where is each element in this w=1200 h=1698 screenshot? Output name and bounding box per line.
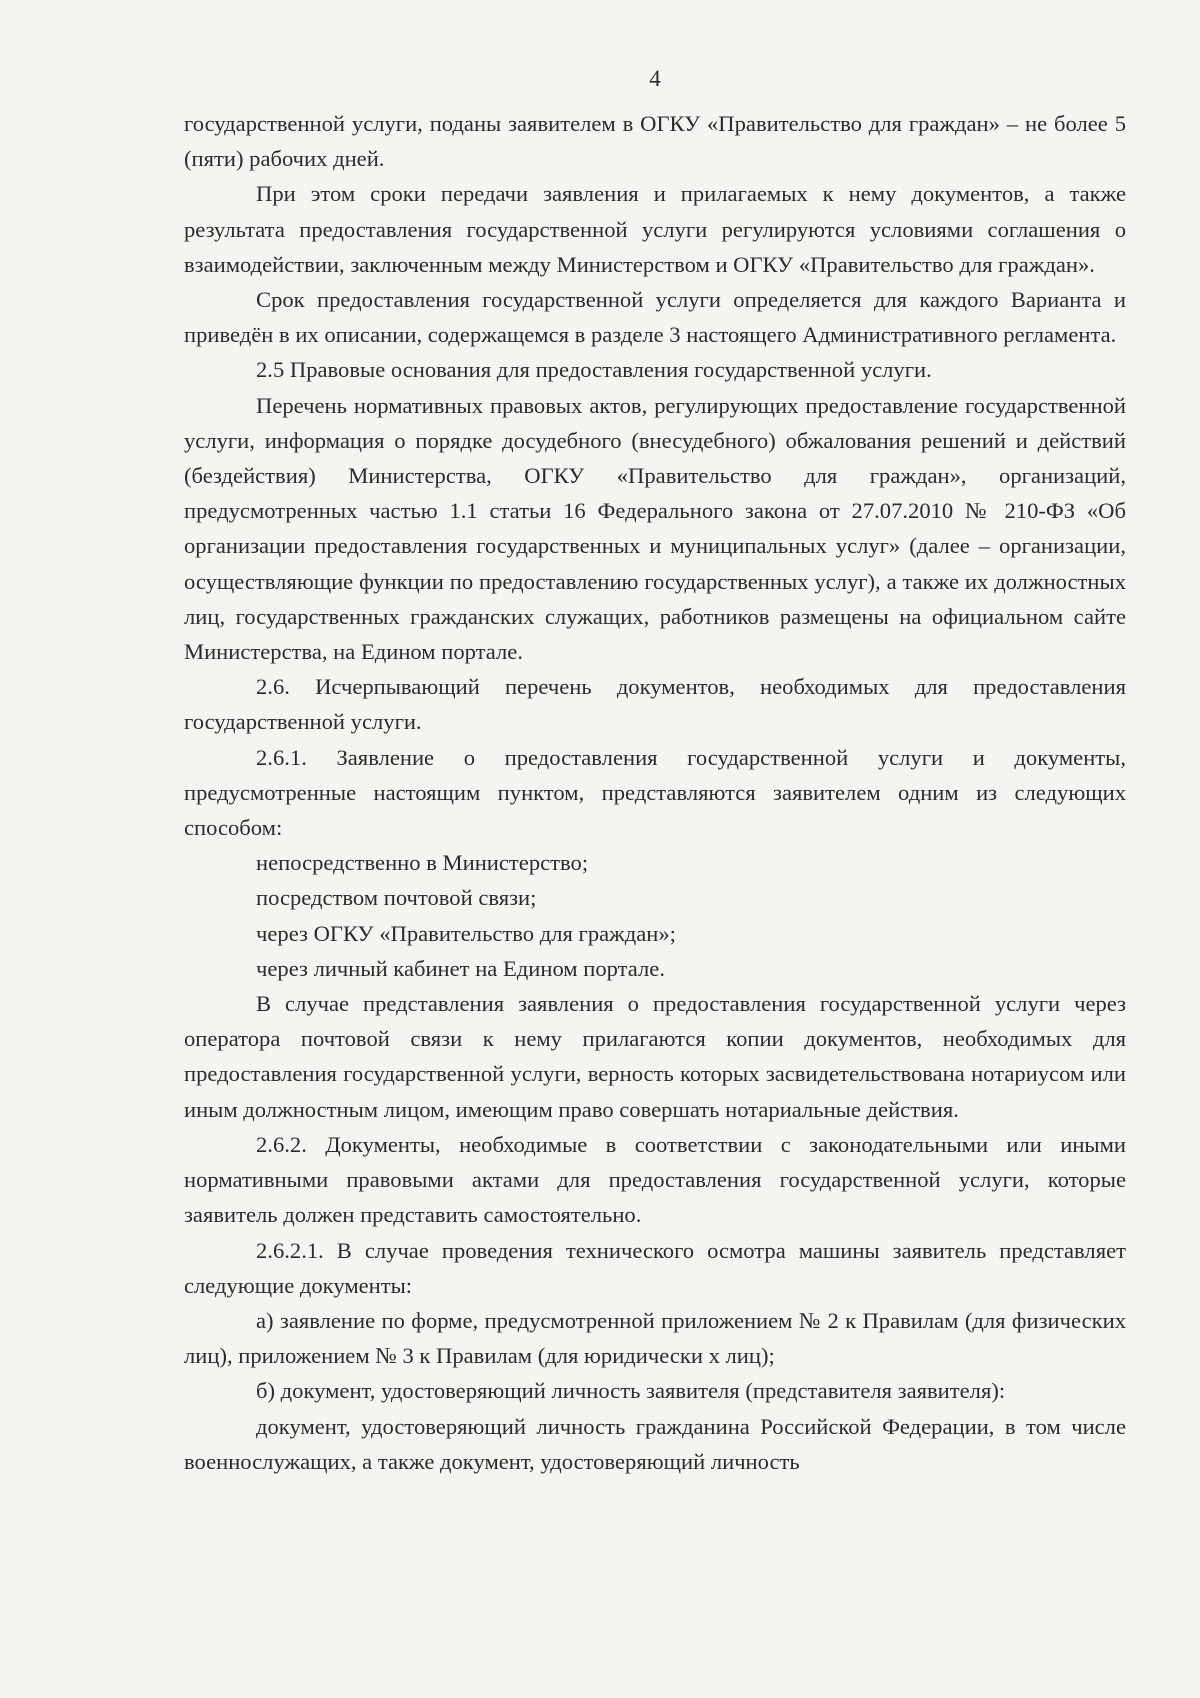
page-number: 4 [649, 66, 661, 91]
paragraph: 2.6. Исчерпывающий перечень документов, необходимых для предоставления государственной услуги. [184, 674, 1126, 735]
paragraph: Перечень нормативных правовых актов, регулирующих предоставление государственной услуги, информация о порядке досудебного (внесудебного) обжалования решений и действий (бездействия) Министерства, ОГКУ «Правительство для граждан», организаций, предусмотренных частью 1.1 статьи 16 Федерального закона от 27.07.2010 № 210-ФЗ «Об организации предоставления государственных и муниципальных услуг» (далее – организации, осуществляющие функции по предоставлению государственных услуг), а также их должностных лиц, государственных гражданских служащих, работников размещены на официальном сайте Министерства, на Едином портале. [184, 392, 1126, 665]
paragraph: 2.6.2.1. В случае проведения технического осмотра машины заявитель представляет следующие документы: [184, 1237, 1126, 1298]
paragraph: а) заявление по форме, предусмотренной приложением № 2 к Правилам (для физических лиц), приложением № 3 к Правилам (для юридически х лиц); [184, 1307, 1126, 1369]
paragraph: Срок предоставления государственной услуги определяется для каждого Варианта и приведён в их описании, содержащемся в разделе 3 настоящего Административного регламента. [184, 287, 1126, 348]
list-item: посредством почтовой связи; [256, 885, 537, 911]
paragraph: 2.6.2. Документы, необходимые в соответствии с законодательными или иными нормативными правовыми актами для предоставления государственной услуги, которые заявитель должен представить самостоятельно. [184, 1131, 1126, 1228]
document-body [184, 106, 1126, 1479]
paragraph: б) документ, удостоверяющий личность заявителя (представителя заявителя): [256, 1378, 1006, 1404]
paragraph: государственной услуги, поданы заявителем в ОГКУ «Правительство для граждан» – не более 5 (пяти) рабочих дней. [184, 111, 1126, 172]
list-item: непосредственно в Министерство; [256, 850, 589, 876]
paragraph: 2.5 Правовые основания для предоставления государственной услуги. [256, 357, 932, 383]
list-item: через личный кабинет на Едином портале. [256, 955, 665, 981]
paragraph: При этом сроки передачи заявления и прилагаемых к нему документов, а также результата предоставления государственной услуги регулируются условиями соглашения о взаимодействии, заключенным между Министерством и ОГКУ «Правительство для граждан». [184, 181, 1126, 277]
paragraph: документ, удостоверяющий личность гражданина Российской Федерации, в том числе военнослужащих, а также документ, удостоверяющий личность [184, 1413, 1126, 1474]
paragraph: В случае представления заявления о предоставления государственной услуги через оператора почтовой связи к нему прилагаются копии документов, необходимых для предоставления государственной услуги, верность которых засвидетельствована нотариусом или иным должностным лицом, имеющим право совершать нотариальные действия. [184, 991, 1126, 1122]
paragraph: 2.6.1. Заявление о предоставления государственной услуги и документы, предусмотренные настоящим пунктом, представляются заявителем одним из следующих способом: [184, 744, 1126, 841]
list-item: через ОГКУ «Правительство для граждан»; [256, 920, 676, 946]
